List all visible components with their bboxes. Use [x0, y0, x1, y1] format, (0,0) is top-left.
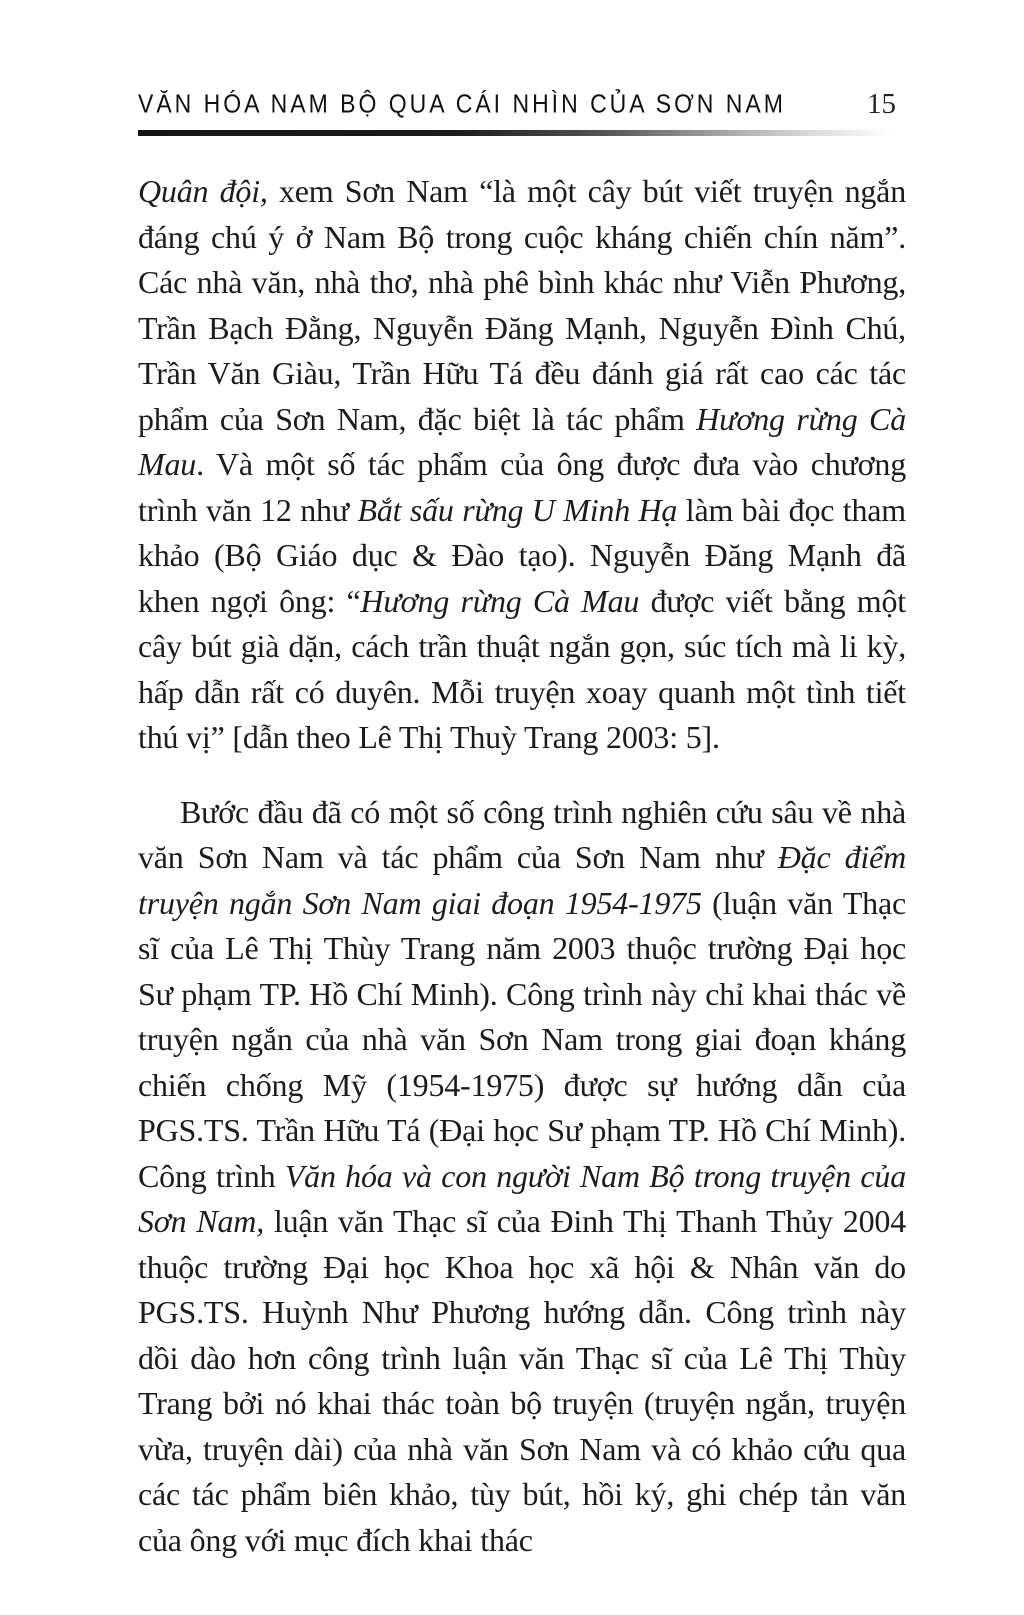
page-body — [138, 169, 906, 1563]
running-header — [138, 88, 906, 121]
paragraph: Bước đầu đã có một số công trình nghiên cứu sâu về nhà văn Sơn Nam và tác phẩm của Sơn Nam như Đặc điểm truyện ngắn Sơn Nam giai đoạn 1954-1975 (luận văn Thạc sĩ của Lê Thị Thùy Trang năm 2003 thuộc trường Đại học Sư phạm TP. Hồ Chí Minh). Công trình này chỉ khai thác về truyện ngắn của nhà văn Sơn Nam trong giai đoạn kháng chiến chống Mỹ (1954-1975) được sự hướng dẫn của PGS.TS. Trần Hữu Tá (Đại học Sư phạm TP. Hồ Chí Minh). Công trình Văn hóa và con người Nam Bộ trong truyện của Sơn Nam, luận văn Thạc sĩ của Đinh Thị Thanh Thủy 2004 thuộc trường Đại học Khoa học xã hội & Nhân văn do PGS.TS. Huỳnh Như Phương hướng dẫn. Công trình này dồi dào hơn công trình luận văn Thạc sĩ của Lê Thị Thùy Trang bởi nó khai thác toàn bộ truyện (truyện ngắn, truyện vừa, truyện dài) của nhà văn Sơn Nam và có khảo cứu qua các tác phẩm biên khảo, tùy bút, hồi ký, ghi chép tản văn của ông với mục đích khai thác — [138, 793, 906, 1558]
paragraph: Quân đội, xem Sơn Nam “là một cây bút viết truyện ngắn đáng chú ý ở Nam Bộ trong cuộc kháng chiến chín năm”. Các nhà văn, nhà thơ, nhà phê bình khác như Viễn Phương, Trần Bạch Đằng, Nguyễn Đăng Mạnh, Nguyễn Đình Chú, Trần Văn Giàu, Trần Hữu Tá đều đánh giá rất cao các tác phẩm của Sơn Nam, đặc biệt là tác phẩm Hương rừng Cà Mau. Và một số tác phẩm của ông được đưa vào chương trình văn 12 như Bắt sấu rừng U Minh Hạ làm bài đọc tham khảo (Bộ Giáo dục & Đào tạo). Nguyễn Đăng Mạnh đã khen ngợi ông: “Hương rừng Cà Mau được viết bằng một cây bút già dặn, cách trần thuật ngắn gọn, súc tích mà li kỳ, hấp dẫn rất có duyên. Mỗi truyện xoay quanh một tình tiết thú vị” [dẫn theo Lê Thị Thuỳ Trang 2003: 5]. — [138, 173, 907, 755]
header-title: VĂN HÓA NAM BỘ QUA CÁI NHÌN CỦA SƠN NAM — [138, 88, 786, 118]
header-rule-divider — [138, 130, 893, 136]
page-number: 15 — [867, 88, 896, 120]
